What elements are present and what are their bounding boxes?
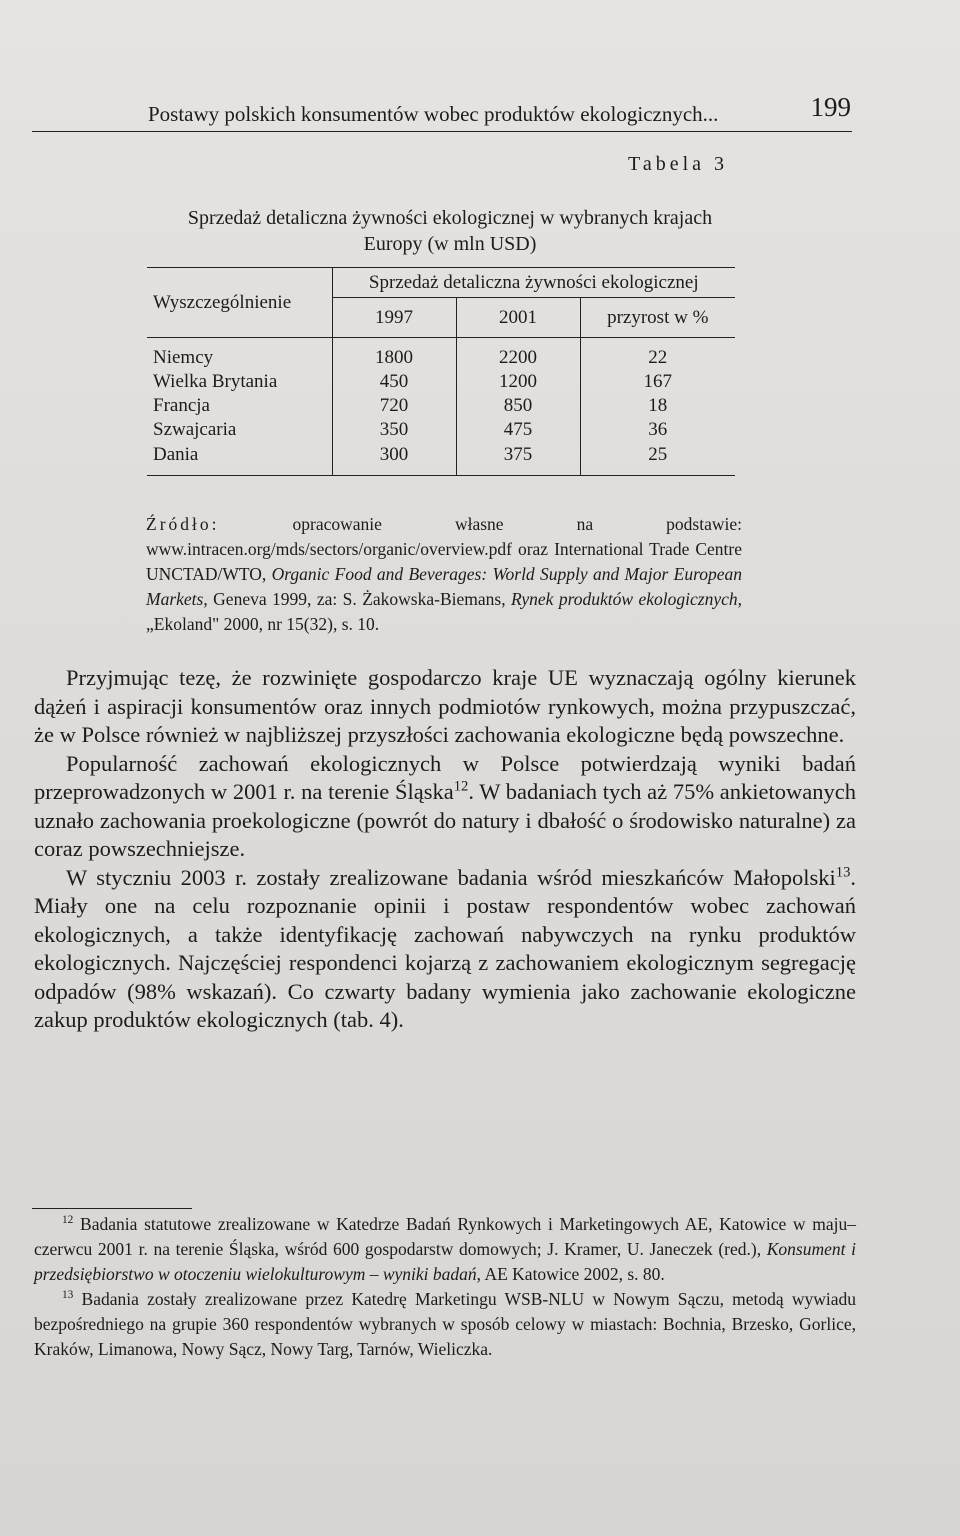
footnote: $^{13}$ Badania zostały zrealizowane przez Katedrę Marketingu WSB-NLU w Nowym Sączu, metodą wywiadu bezpośredniego na grupie 360 respondentów wybranych w sposób celowy w miastach: Bochnia, Brzesko, Gorlice, Kraków, Limanowa, Nowy Sącz, Nowy Targ, Tarnów, Wieliczka. xyxy=(34,1289,856,1359)
table-caption-line: Europy (w mln USD) xyxy=(363,233,537,255)
value-1997-cell: 450 xyxy=(332,370,456,394)
column-header: przyrost w % xyxy=(580,298,735,338)
value-1997-cell: 350 xyxy=(332,418,456,442)
column-header: 2001 xyxy=(456,298,580,338)
value-2001-cell: 850 xyxy=(456,394,580,418)
value-2001-cell: 2200 xyxy=(456,338,580,370)
growth-cell: 18 xyxy=(648,394,668,416)
source-label: Źródło: xyxy=(146,514,220,534)
table-caption xyxy=(140,205,760,257)
body-text xyxy=(34,664,856,1035)
paragraph: Przyjmując tezę, że rozwinięte gospodarczo kraje UE wyznaczają ogólny kierunek dążeń i aspiracji konsumentów oraz innych podmiotów rynkowych, można przypuszczać, że w Polsce również w najbliższej przyszłości zachowania ekologiczne będą powszechne. xyxy=(34,665,856,747)
footnote: $^{12}$ Badania statutowe zrealizowane w Katedrze Badań Rynkowych i Marketingowych AE, Katowice w maju–czerwcu 2001 r. na terenie Śląska, wśród 600 gospodarstw domowych; J. Kramer, U. Janeczek (red.), Konsument i przedsiębiorstwo w otoczeniu wielokulturowym – wyniki badań, AE Katowice 2002, s. 80. xyxy=(34,1214,856,1284)
paragraph: Popularność zachowań ekologicznych w Polsce potwierdzają wyniki badań przeprowadzonych w 2001 r. na terenie Śląska$^{12}$. W badaniach tych aż 75% ankietowanych uznało zachowania proekologiczne (powrót do natury i dbałość o środowisko naturalne) za coraz powszechniejsze. xyxy=(34,750,856,861)
table-row xyxy=(147,442,735,476)
value-2001-cell: 1200 xyxy=(456,370,580,394)
table-caption-line: Sprzedaż detaliczna żywności ekologicznej w wybranych krajach xyxy=(187,207,713,229)
value-2001-cell: 475 xyxy=(456,418,580,442)
value-2001-cell: 375 xyxy=(456,442,580,476)
table-label: Tabela 3 xyxy=(628,153,729,175)
paragraph: W styczniu 2003 r. zostały zrealizowane badania wśród mieszkańców Małopolski$^{13}$. Miały one na celu rozpoznanie opinii i postaw respondentów wobec zachowań ekologicznych, a także identyfikację zachowań nabywczych na rynku produktów ekologicznych. Najczęściej respondenci kojarzą z zachowaniem ekologicznym segregację odpadów (98% wskazań). Co czwarty badany wymienia jako zachowanie ekologiczne zakup produktów ekologicznych (tab. 4). xyxy=(34,864,856,1032)
value-1997-cell: 720 xyxy=(332,394,456,418)
table-row xyxy=(147,418,735,442)
table-body xyxy=(147,338,735,476)
table-source xyxy=(146,512,742,637)
sales-table xyxy=(147,267,735,476)
column-header: 1997 xyxy=(332,298,456,338)
table-row xyxy=(147,370,735,394)
source-title: Rynek produktów ekologicznych xyxy=(511,589,738,609)
country-cell: Dania xyxy=(147,442,332,476)
page-header xyxy=(148,92,853,132)
value-1997-cell: 1800 xyxy=(332,338,456,370)
footnote-ref: 13 xyxy=(835,864,851,880)
country-cell: Szwajcaria xyxy=(147,418,332,442)
source-text: , Geneva 1999, za: S. Żakowska-Biemans, xyxy=(203,589,511,609)
source-title: Organic Food and Beverages: World Supply and Major European Markets xyxy=(146,564,743,609)
growth-cell: 36 xyxy=(648,418,668,440)
page-number: 199 xyxy=(810,92,851,122)
table-row xyxy=(147,394,735,418)
footnote-number: 13 xyxy=(62,1289,74,1302)
row-header: Wyszczególnienie xyxy=(153,291,292,313)
growth-cell: 22 xyxy=(648,346,668,368)
header-rule xyxy=(32,131,852,132)
footnote-title: Konsument i przedsiębiorstwo w otoczeniu wielokulturowym – wyniki badań xyxy=(34,1239,856,1284)
row-header-cell xyxy=(147,268,332,338)
column-group-header: Sprzedaż detaliczna żywności ekologicznej xyxy=(332,268,735,298)
country-cell: Niemcy xyxy=(147,338,332,370)
source-text: opracowanie własne na podstawie: www.intracen.org/mds/sectors/organic/overview.pdf oraz International Trade Centre UNCTAD/WTO, xyxy=(146,514,742,584)
source-text: , „Ekoland" 2000, nr 15(32), s. 10. xyxy=(146,589,742,634)
footnote-number: 12 xyxy=(62,1214,74,1227)
table-row xyxy=(147,338,735,370)
value-1997-cell: 300 xyxy=(332,442,456,476)
footnotes xyxy=(34,1212,856,1362)
footnote-ref: 12 xyxy=(453,778,469,795)
growth-cell: 25 xyxy=(580,442,735,476)
country-cell: Wielka Brytania xyxy=(147,370,332,394)
country-cell: Francja xyxy=(147,394,332,418)
growth-cell: 167 xyxy=(643,370,672,392)
footnote-rule xyxy=(32,1208,192,1209)
running-title: Postawy polskich konsumentów wobec produktów ekologicznych... xyxy=(148,102,719,126)
